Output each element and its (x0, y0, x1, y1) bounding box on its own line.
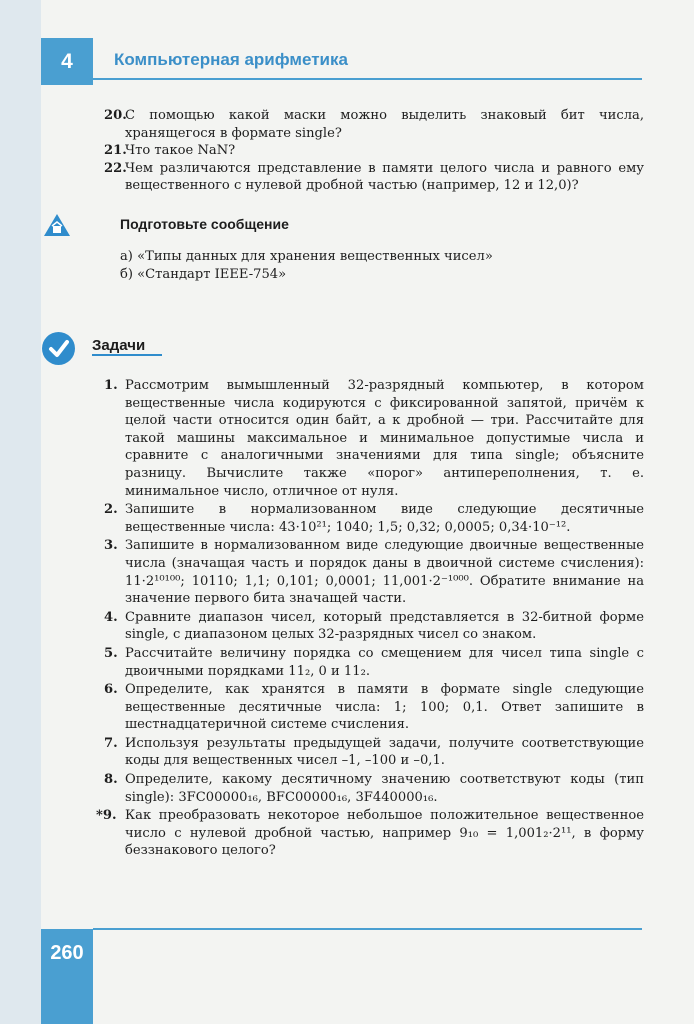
task-1: 1. Рассмотрим вымышленный 32-разрядный компьютер, в котором вещественные числа кодируются с фиксированной запятой, причём к целой части относится один байт, а к дробной — три. Рассчитайте для такой машины максимальное и минимальное допустимые числа и сравните с аналогичными значениями для типа single; объясните разницу. Вычислите также «порог» антипереполнения, т. е. минимальное число, отличное от нуля. (104, 378, 644, 499)
left-margin-band (0, 0, 41, 1024)
header-rule (93, 78, 642, 80)
page-number: 260 (50, 942, 84, 964)
tasks-heading: Задачи (92, 337, 146, 354)
task-7: 7. Используя результаты предыдущей задачи, получите соответствующие коды для вещественных чисел –1, –100 и –0,1. (104, 735, 644, 769)
message-topics (120, 248, 620, 283)
checkmark-icon (42, 332, 75, 365)
tasks-list (96, 377, 644, 861)
footer-rule (93, 928, 642, 930)
task-5: 5. Рассчитайте величину порядка со смещением для чисел типа single с двоичными порядками 11₂, 0 и 11₂. (104, 645, 644, 679)
questions-list (104, 107, 644, 195)
question-21: 21. Что такое NaN? (104, 143, 236, 159)
message-heading: Подготовьте сообщение (120, 216, 289, 232)
task-2: 2. Запишите в нормализованном виде следующие десятичные вещественные числа: 43·10²¹; 1040; 1,5; 0,32; 0,0005; 0,34·10⁻¹². (104, 502, 644, 535)
task-4: 4. Сравните диапазон чисел, который представляется в 32-битной форме single, с диапазоном целых 32-разрядных чисел со знаком. (104, 609, 644, 643)
question-22: 22. Чем различаются представление в памяти целого числа и равного ему вещественного с нулевой дробной частью (например, 12 и 12,0)? (104, 160, 644, 194)
task-8: 8. Определите, какому десятичному значению соответствуют коды (тип single): 3FC00000₁₆, BFC00000₁₆, 3F440000₁₆. (104, 772, 644, 805)
question-20: 20. С помощью какой маски можно выделить знаковый бит числа, хранящегося в формате single? (104, 108, 644, 141)
message-topic-a: а) «Типы данных для хранения вещественных чисел» (120, 249, 493, 264)
task-6: 6. Определите, как хранятся в памяти в формате single следующие вещественные десятичные числа: 1; 100; 0,1. Ответ запишите в шестнадцатеричной системе счисления. (104, 682, 644, 733)
house-icon (42, 212, 72, 238)
chapter-number-tab: 4 (41, 38, 93, 85)
chapter-title: Компьютерная арифметика (114, 50, 348, 69)
message-topic-b: б) «Стандарт IEEE-754» (120, 266, 287, 282)
tasks-heading-rule (92, 354, 162, 356)
task-3: 3. Запишите в нормализованном виде следующие двоичные вещественные числа (значащая часть и порядок даны в двоичной системе счисления): 11·2¹⁰¹⁰⁰; 10110; 1,1; 0,101; 0,0001; 11,001·2⁻¹⁰⁰⁰. Обратите внимание на значение первого бита значащей части. (104, 538, 644, 607)
task-9: *9. Как преобразовать некоторое небольшое положительное вещественное число с нулевой дробной частью, например 9₁₀ = 1,001₂·2¹¹, в форму беззнакового целого? (96, 808, 644, 859)
